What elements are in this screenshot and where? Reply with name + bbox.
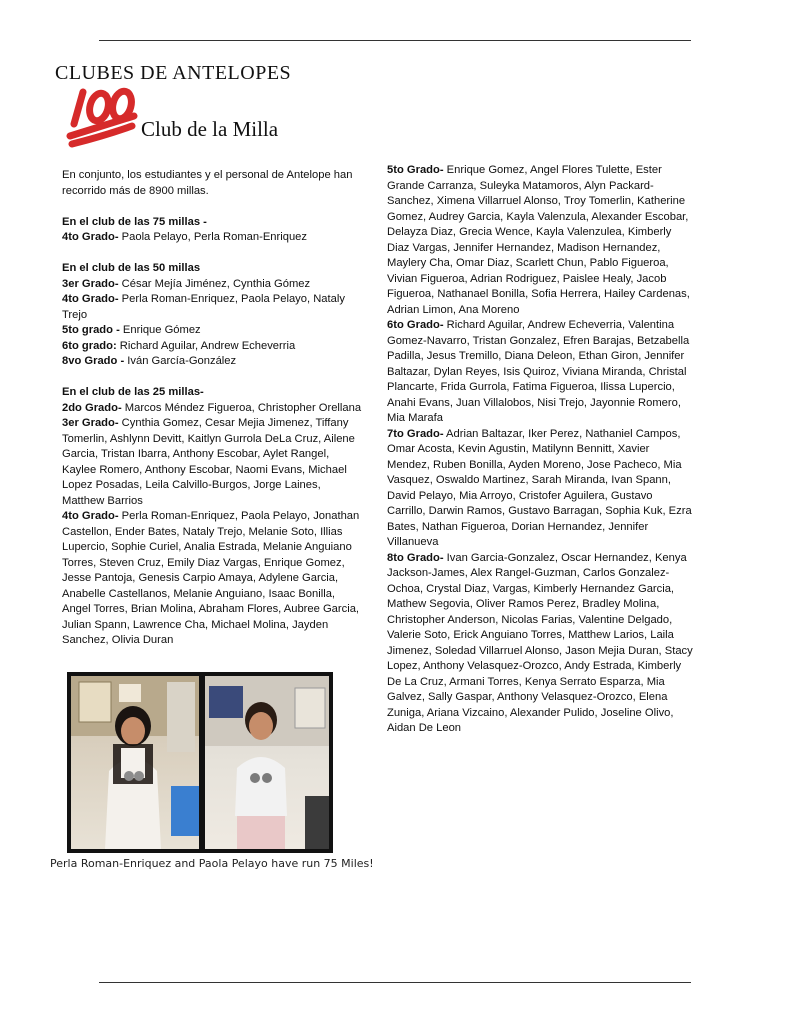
- student-names: Perla Roman-Enriquez, Paola Pelayo, Nataly Trejo: [62, 293, 345, 321]
- student-names: Ivan Garcia-Gonzalez, Oscar Hernandez, Kenya Jackson-James, Alex Rangel-Guzman, Carlos Gonzalez-Ochoa, Crystal Diaz, Vargas, Kimberly Hernandez Garcia, Mathew Segovia, Oliver Ramos Perez, Bradley Molina, Christopher Anderson, Nicolas Farias, Valentine Delgado, Valerie Soto, Erick Anguiano Torres, Matthew Larios, Laila Jimenez, Soledad Villarruel Alonso, Jason Mejia Duran, Stacy Lopez, Anthony Velasquez-Orozco, Andy Estrada, Kimberly De La Cruz, Armani Torres, Kenya Serrato Esparza, Mia Galvez, Sally Gaspar, Anthony Velasquez-Orozco, Elena Zuniga, Ariana Vizcaino, Alexander Pulido, Joseline Olivo, Aidan De Leon: [387, 551, 693, 734]
- grade-label: 4to Grado-: [62, 510, 119, 522]
- student-names: Marcos Méndez Figueroa, Christopher Orellana: [121, 401, 362, 414]
- student-names: Richard Aguilar, Andrew Echeverria: [116, 339, 296, 352]
- grade-label: 5to Grado-: [387, 164, 444, 176]
- grade-label: 6to grado:: [62, 339, 117, 352]
- grade-label: 2do Grado-: [62, 401, 122, 414]
- student-names: César Mejía Jiménez, Cynthia Gómez: [118, 277, 311, 290]
- club-75-heading: En el club de las 75 millas -: [62, 215, 207, 228]
- student-photo-illustration: [205, 676, 329, 849]
- photo-caption: Perla Roman-Enriquez and Paola Pelayo have run 75 Miles!: [50, 857, 374, 870]
- student-names: Enrique Gómez: [119, 324, 201, 336]
- student-names: Adrian Baltazar, Iker Perez, Nathaniel Campos, Omar Acosta, Kevin Agustin, Matilynn Bennitt, Xavier Mendez, Ruben Bonilla, Ayden Moreno, Jose Pacheco, Mia Vasquez, Oswaldo Martinez, Sarah Miranda, Ivan Spann, David Pelayo, Mia Arroyo, Cristofer Aguilera, Gustavo Carrillo, Darwin Ramos, Gustavo Barragan, Sophia Kuk, Ezra Bates, Nathan Figueroa, Dorian Hernandez, Jennifer Villanueva: [387, 427, 692, 548]
- student-names: Enrique Gomez, Angel Flores Tulette, Ester Grande Carranza, Suleyka Matamoros, Alyn Packard-Sanchez, Ximena Villarruel Alonso, Troy Tomerlin, Katherine Gomez, Audrey Garcia, Kayla Valenzula, Alexander Escobar, Delayza Diaz, Grecia Wence, Kayla Valenzulea, Kimberly Diaz Vargas, Jennifer Hernandez, Madison Hernandez, Maylery Cha, Omar Diaz, Scarlett Chun, Pablo Figueroa, Vivian Figueroa, Adrian Rodriguez, Paislee Healy, Jacob Figueroa, Nathanael Bonilla, Sofia Herrera, Hailey Cardenas, Adrian Limon, Ana Moreno: [387, 164, 690, 316]
- section-title: CLUBES DE ANTELOPES: [55, 62, 292, 84]
- grade-entry: [62, 230, 362, 246]
- student-names: Cynthia Gomez, Cesar Mejia Jimenez, Tiffany Tomerlin, Ashlynn Devitt, Kaitlyn Gurrola DeLa Cruz, Ailene Garcia, Tristan Ibarra, Anthony Escobar, Aylet Rangel, Kaylee Romero, Anthony Escobar, Naomi Evans, Michael Lopez Posadas, Leila Calvillo-Burgos, Jorge Laines, Matthew Barrios: [62, 417, 355, 507]
- grade-label: 3er Grado-: [62, 277, 119, 290]
- student-photo-illustration: [71, 676, 199, 849]
- grade-label: 8vo Grado -: [62, 355, 125, 367]
- club-50-heading: En el club de las 50 millas: [62, 262, 201, 274]
- grade-label: 4to Grado-: [62, 293, 119, 305]
- grade-label: 4to Grado-: [62, 231, 119, 243]
- grade-label: 3er Grado-: [62, 417, 119, 429]
- student-names: Perla Roman-Enriquez, Paola Pelayo, Jonathan Castellon, Ender Bates, Nataly Trejo, Melanie Soto, Illias Lupercio, Sophie Curiel, Analia Estrada, Melanie Anguiano Torres, Steven Cruz, Emily Diaz Vargas, Enrique Gomez, Jesse Pantoja, Genesis Carpio Amaya, Adylene Garcia, Anabelle Castellanos, Melanie Anguiano, Isaac Bonilla, Angel Torres, Brian Molina, Abraham Flores, Aubree Garcia, Julian Spann, Lawrence Cha, Michael Molina, Jayden Sanchez, Olivia Duran: [62, 510, 360, 646]
- grade-label: 5to grado -: [62, 324, 120, 336]
- student-photo: [71, 676, 199, 849]
- top-divider: [99, 40, 691, 41]
- grade-entry: [62, 354, 362, 370]
- student-names: Paola Pelayo, Perla Roman-Enriquez: [118, 231, 307, 243]
- grade-entry: [387, 551, 693, 737]
- grade-label: 7to Grado-: [387, 427, 444, 440]
- club-title: Club de la Milla: [141, 117, 279, 141]
- student-names: Iván García-González: [124, 355, 237, 367]
- grade-entry: [62, 416, 362, 509]
- student-photos: [67, 672, 333, 853]
- student-names: Richard Aguilar, Andrew Echeverria, Valentina Gomez-Navarro, Tristan Gonzalez, Efren Barajas, Betzabella Padilla, Jesus Tremillo, Diana Deleon, Ethan Giron, Jennifer Baltazar, Dylan Reyes, Isis Quiroz, Viviana Miranda, Christal Plancarte, Frida Gurrola, Fatima Figueroa, Ilissa Lupercio, Anahi Evans, Juan Villalobos, Nisi Trejo, Jayonnie Romero, Mia Marafa: [387, 319, 690, 424]
- grade-entry: [387, 163, 693, 318]
- club-25-heading: En el club de las 25 millas-: [62, 386, 204, 398]
- grade-entry: [387, 427, 693, 551]
- student-photo: [205, 676, 329, 849]
- grade-entry: [62, 509, 362, 649]
- grade-entry: [62, 277, 362, 293]
- right-column: [387, 163, 693, 737]
- grade-label: 6to Grado-: [387, 319, 444, 331]
- grade-label: 8to Grado-: [387, 551, 444, 564]
- grade-entry: [387, 318, 693, 427]
- grade-entry: [62, 401, 362, 417]
- bottom-divider: [99, 982, 691, 983]
- left-column: [62, 168, 362, 649]
- grade-entry: [62, 323, 362, 339]
- grade-entry: [62, 339, 362, 355]
- hundred-points-icon: [66, 86, 138, 148]
- intro-text: En conjunto, los estudiantes y el personal de Antelope han recorrido más de 8900 millas.: [62, 169, 353, 197]
- grade-entry: [62, 292, 362, 323]
